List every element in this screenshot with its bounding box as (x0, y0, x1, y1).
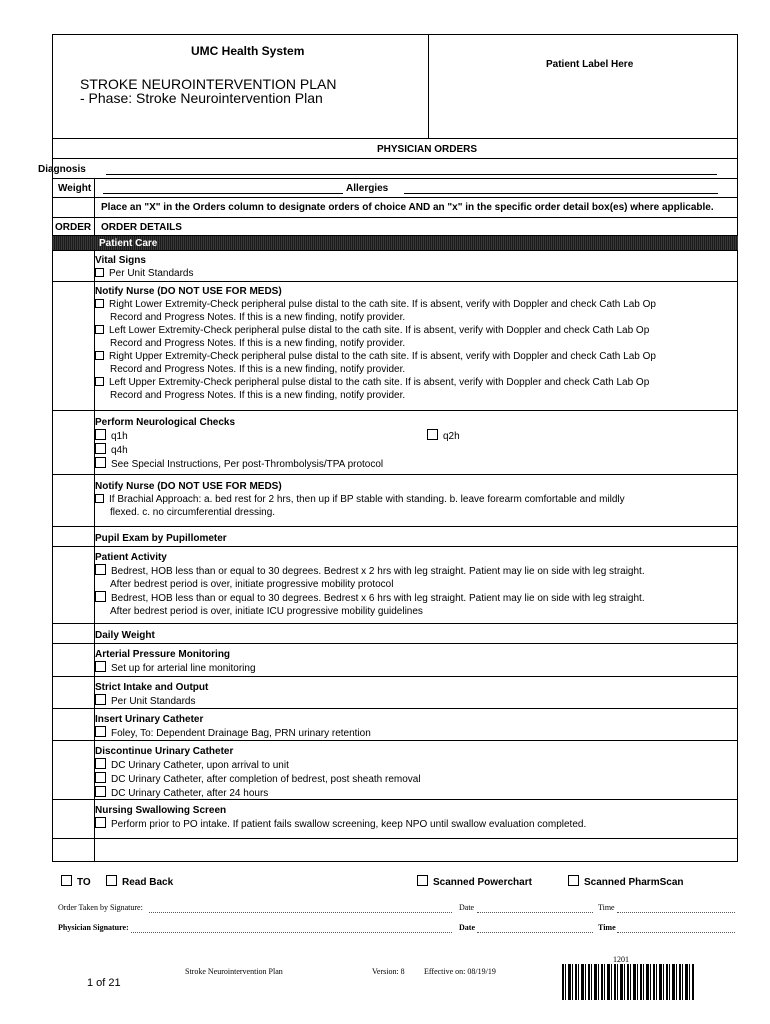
divider (52, 178, 738, 179)
checkbox[interactable] (95, 564, 106, 575)
version: Version: 8 (372, 967, 405, 976)
time-label: Time (598, 923, 616, 932)
checkbox[interactable] (95, 325, 104, 334)
notify-option-continuation: Record and Progress Notes. If this is a new finding, notify provider. (110, 338, 406, 349)
dc-urinary-section (95, 745, 736, 800)
arterial-title: Arterial Pressure Monitoring (95, 649, 231, 660)
form-code: 1201 (613, 955, 629, 964)
divider (52, 217, 738, 218)
intake-output-option: Per Unit Standards (95, 694, 736, 708)
checkbox[interactable] (568, 875, 579, 886)
arterial-option: Set up for arterial line monitoring (95, 661, 736, 675)
notify-option-continuation: Record and Progress Notes. If this is a new finding, notify provider. (110, 364, 406, 375)
neuro-option-q2h: q2h (427, 429, 460, 443)
time-field[interactable] (617, 912, 735, 913)
checkbox[interactable] (95, 457, 106, 468)
divider (52, 281, 738, 282)
checkbox[interactable] (106, 875, 117, 886)
notify-option-left-lower: Left Lower Extremity-Check peripheral pulse distal to the cath site. If is absent, verify with Doppler and check Cath Lab Op (95, 324, 736, 337)
barcode (562, 964, 694, 1000)
diagnosis-label: Diagnosis (38, 164, 86, 175)
pupil-exam-section (95, 532, 736, 545)
notify-nurse-section (95, 285, 736, 402)
notify-option-brachial: If Brachial Approach: a. bed rest for 2 hrs, then up if BP stable with standing. b. leave forearm comfortable and mildly (95, 493, 736, 506)
neuro-option-q1h: q1h (95, 429, 736, 443)
patient-label: Patient Label Here (546, 59, 634, 70)
intake-output-title: Strict Intake and Output (95, 682, 209, 693)
notify-option-continuation: Record and Progress Notes. If this is a new finding, notify provider. (110, 312, 406, 323)
checkbox[interactable] (95, 726, 106, 737)
neuro-checks-section (95, 416, 736, 471)
pupil-exam-title: Pupil Exam by Pupillometer (95, 533, 227, 544)
dc-urinary-option-bedrest: DC Urinary Catheter, after completion of bedrest, post sheath removal (95, 772, 736, 786)
swallow-screen-section (95, 804, 736, 831)
divider (52, 526, 738, 527)
notify-nurse-title: Notify Nurse (DO NOT USE FOR MEDS) (95, 481, 282, 492)
activity-option-continuation: After bedrest period is over, initiate progressive mobility protocol (110, 579, 394, 590)
divider (52, 546, 738, 547)
notify-option-continuation: Record and Progress Notes. If this is a new finding, notify provider. (110, 390, 406, 401)
notify-option-right-lower: Right Lower Extremity-Check peripheral pulse distal to the cath site. If is absent, verify with Doppler and check Cath Lab Op (95, 298, 736, 311)
activity-option-2hrs: Bedrest, HOB less than or equal to 30 degrees. Bedrest x 2 hrs with leg straight. Patient may lie on side with leg straight. (95, 564, 736, 578)
weight-field[interactable] (103, 183, 343, 194)
swallow-screen-title: Nursing Swallowing Screen (95, 805, 227, 816)
header-divider (428, 34, 429, 138)
scanned-pharmscan-option: Scanned PharmScan (568, 875, 683, 889)
date-label: Date (459, 923, 475, 932)
daily-weight-section (95, 629, 736, 642)
diagnosis-field[interactable] (106, 164, 717, 175)
checkbox[interactable] (95, 772, 106, 783)
checkbox[interactable] (95, 591, 106, 602)
divider (52, 158, 738, 159)
swallow-screen-option: Perform prior to PO intake. If patient fails swallow screening, keep NPO until swallow evaluation completed. (95, 817, 736, 831)
patient-activity-title: Patient Activity (95, 552, 167, 563)
read-back-option: Read Back (106, 875, 173, 889)
arterial-section (95, 648, 736, 675)
urinary-catheter-option: Foley, To: Dependent Drainage Bag, PRN urinary retention (95, 726, 736, 740)
order-taken-signature-field[interactable] (149, 912, 452, 913)
intake-output-section (95, 681, 736, 708)
divider (52, 197, 738, 198)
notify-nurse-brachial-section (95, 480, 736, 519)
patient-activity-section (95, 551, 736, 618)
notify-option-left-upper: Left Upper Extremity-Check peripheral pulse distal to the cath site. If is absent, verify with Doppler and check Cath Lab Op (95, 376, 736, 389)
divider (52, 740, 738, 741)
instructions: Place an "X" in the Orders column to designate orders of choice AND an "x" in the specific order detail box(es) where applicable. (101, 202, 714, 213)
divider (52, 410, 738, 411)
vital-signs-section (95, 254, 736, 280)
checkbox[interactable] (95, 268, 104, 277)
divider (52, 623, 738, 624)
checkbox[interactable] (95, 758, 106, 769)
vital-signs-option: Per Unit Standards (95, 267, 736, 280)
weight-label: Weight (58, 183, 92, 194)
date-field[interactable] (477, 912, 593, 913)
document-name: Stroke Neurointervention Plan (185, 967, 283, 976)
checkbox[interactable] (95, 443, 106, 454)
checkbox[interactable] (95, 377, 104, 386)
divider (52, 838, 738, 839)
order-details-column-header: ORDER DETAILS (101, 222, 182, 233)
daily-weight-title: Daily Weight (95, 630, 155, 641)
order-column-header: ORDER (55, 222, 92, 233)
dc-urinary-title: Discontinue Urinary Catheter (95, 746, 234, 757)
time-field[interactable] (617, 932, 735, 933)
divider (52, 708, 738, 709)
checkbox[interactable] (95, 351, 104, 360)
checkbox[interactable] (95, 786, 106, 797)
vital-signs-title: Vital Signs (95, 255, 146, 266)
dc-urinary-option-24h: DC Urinary Catheter, after 24 hours (95, 786, 736, 800)
org-name: UMC Health System (191, 44, 305, 58)
dc-urinary-option-arrival: DC Urinary Catheter, upon arrival to unit (95, 758, 736, 772)
notify-nurse-title: Notify Nurse (DO NOT USE FOR MEDS) (95, 286, 282, 297)
checkbox[interactable] (95, 817, 106, 828)
scanned-powerchart-option: Scanned Powerchart (417, 875, 532, 889)
plan-title: STROKE NEUROINTERVENTION PLAN (80, 76, 337, 92)
effective-date: Effective on: 08/19/19 (424, 967, 496, 976)
phase-title: - Phase: Stroke Neurointervention Plan (80, 90, 323, 106)
checkbox[interactable] (95, 429, 106, 440)
allergies-label: Allergies (346, 183, 389, 194)
checkbox[interactable] (427, 429, 438, 440)
to-option: TO (61, 875, 91, 889)
checkbox[interactable] (95, 299, 104, 308)
physician-signature-field[interactable] (131, 932, 452, 933)
activity-option-6hrs: Bedrest, HOB less than or equal to 30 degrees. Bedrest x 6 hrs with leg straight. Patient may lie on side with leg straight. (95, 591, 736, 605)
activity-option-continuation: After bedrest period is over, initiate ICU progressive mobility guidelines (110, 606, 423, 617)
notify-option-right-upper: Right Upper Extremity-Check peripheral pulse distal to the cath site. If is absent, verify with Doppler and check Cath Lab Op (95, 350, 736, 363)
checkbox[interactable] (95, 694, 106, 705)
urinary-catheter-section (95, 713, 736, 740)
date-field[interactable] (477, 932, 593, 933)
order-taken-label: Order Taken by Signature: (58, 903, 143, 912)
page-number: 1 of 21 (87, 977, 121, 989)
header-bottom-line (52, 138, 738, 139)
divider (52, 799, 738, 800)
divider (52, 643, 738, 644)
checkbox[interactable] (61, 875, 72, 886)
divider (52, 250, 738, 251)
physician-signature-label: Physician Signature: (58, 923, 129, 932)
section-header-patient-care: Patient Care (99, 238, 158, 249)
notify-option-continuation: flexed. c. no circumferential dressing. (110, 507, 276, 518)
checkbox[interactable] (417, 875, 428, 886)
checkbox[interactable] (95, 494, 104, 503)
allergies-field[interactable] (404, 183, 718, 194)
neuro-option-special: See Special Instructions, Per post-Thrombolysis/TPA protocol (95, 457, 736, 471)
physician-orders-heading: PHYSICIAN ORDERS (377, 144, 478, 155)
neuro-checks-title: Perform Neurological Checks (95, 417, 236, 428)
urinary-catheter-title: Insert Urinary Catheter (95, 714, 204, 725)
date-label: Date (459, 903, 475, 912)
time-label: Time (598, 903, 615, 912)
neuro-option-q4h: q4h (95, 443, 736, 457)
divider (52, 474, 738, 475)
divider (52, 676, 738, 677)
checkbox[interactable] (95, 661, 106, 672)
